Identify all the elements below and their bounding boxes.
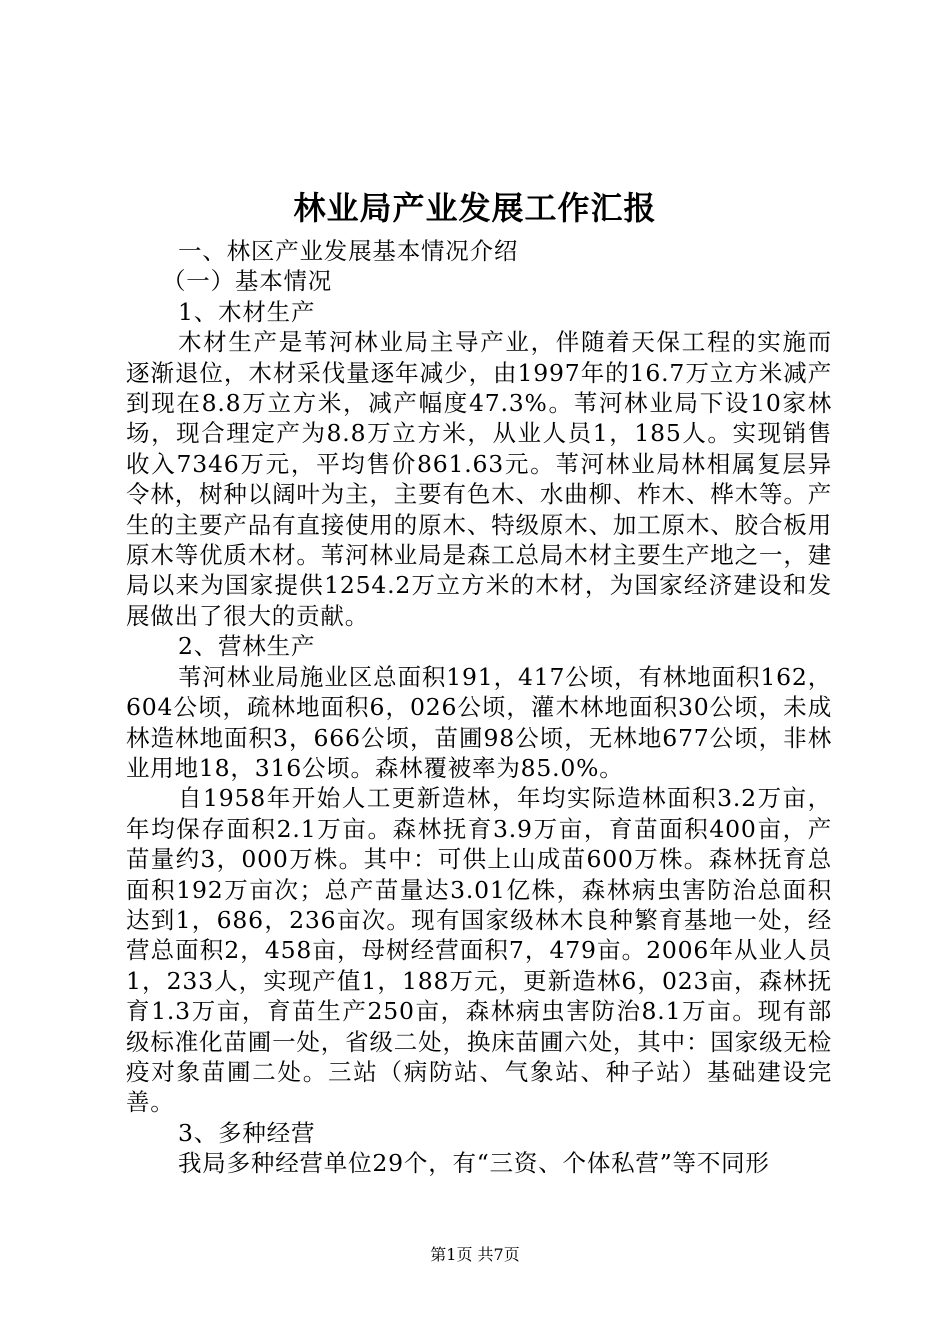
item-heading-forestry: 2、营林生产 [178,632,316,661]
paragraph-timber-production: 木材生产是苇河林业局主导产业，伴随着天保工程的实施而逐渐退位，木材采伐量逐年减少，由1997年的16.7万立方米减产到现在8.8万立方米，减产幅度47.3%。苇河林业局下设10家林场，现合理定产为8.8万立方米，从业人员1，185人。实现销售收入7346万元，平均售价861.63元。苇河林业局林相属复层异令林，树种以阔叶为主，主要有色木、水曲柳、柞木、桦木等。产生的主要产品有直接使用的原木、特级原木、加工原木、胶合板用原木等优质木材。苇河林业局是森工总局木材主要生产地之一，建局以来为国家提供1254.2万立方米的木材，为国家经济建设和发展做出了很大的贡献。 [126,328,832,630]
paragraph-afforestation: 自1958年开始人工更新造林，年均实际造林面积3.2万亩，年均保存面积2.1万亩。森林抚育3.9万亩，育苗面积400亩，产苗量约3，000万株。其中：可供上山成苗600万株。森林抚育总面积192万亩次；总产苗量达3.01亿株，森林病虫害防治总面积达到1，686，236亩次。现有国家级林木良种繁育基地一处，经营总面积2，458亩，母树经营面积7，479亩。2006年从业人员1，233人，实现产值1，188万元，更新造林6，023亩，森林抚育1.3万亩，育苗生产250亩，森林病虫害防治8.1万亩。现有部级标准化苗圃一处，省级二处，换床苗圃六处，其中：国家级无检疫对象苗圃二处。三站（病防站、气象站、种子站）基础建设完善。 [126,784,832,1117]
document-title: 林业局产业发展工作汇报 [293,189,657,227]
section-heading-1: 一、林区产业发展基本情况介绍 [178,237,519,265]
paragraph-forest-area: 苇河林业局施业区总面积191，417公顷，有林地面积162，604公顷，疏林地面积6，026公顷，灌木林地面积30公顷，未成林造林地面积3，666公顷，苗圃98公顷，无林地677公顷，非林业用地18，316公顷。森林覆被率为85.0%。 [126,662,832,782]
paragraph-diversified-operations: 我局多种经营单位29个，有“三资、个体私营”等不同形 [178,1149,770,1178]
document-body [126,236,832,1179]
item-heading-timber: 1、木材生产 [178,297,316,326]
item-heading-diversified: 3、多种经营 [178,1118,316,1147]
page-number-footer: 第1页 共7页 [430,1245,520,1264]
subsection-heading-basic: （一）基本情况 [162,267,333,296]
